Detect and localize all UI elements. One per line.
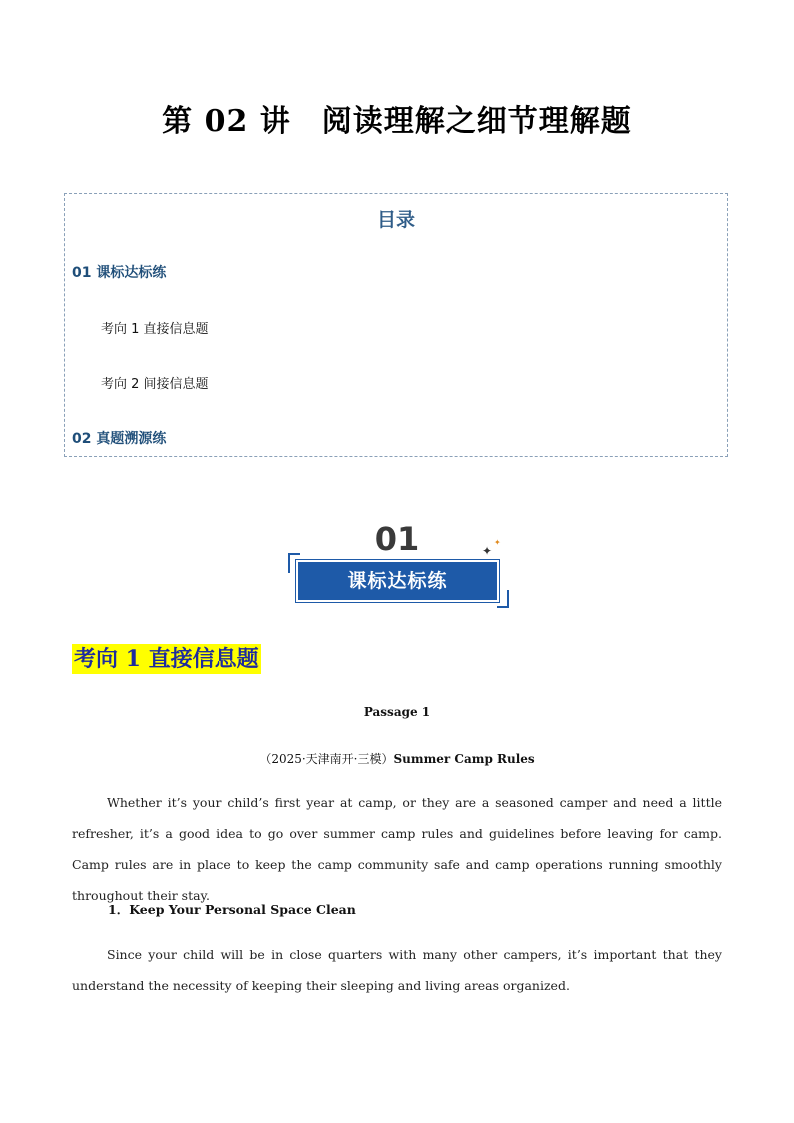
passage-source-prefix: （2025·天津南开·三模） xyxy=(259,752,394,766)
section-badge-label: 课标达标练 xyxy=(347,570,448,592)
paragraph-1: Whether it’s your child’s first year at camp, or they are a seasoned camper and need a little refresher, it’s a good idea to go over summer camp rules and guidelines before leaving for camp. Camp rules are in place to keep the camp community safe and camp operations running smoothly throughout their stay. xyxy=(72,795,722,903)
toc-subsection-2[interactable]: 考向 2 间接信息题 xyxy=(101,377,209,392)
rule-1-heading: 1．Keep Your Personal Space Clean xyxy=(108,902,356,917)
sparkle-small-icon: ✦ xyxy=(494,538,501,547)
passage-title: Summer Camp Rules xyxy=(393,752,535,766)
toc-subsection-1[interactable]: 考向 1 直接信息题 xyxy=(101,322,209,337)
paragraph-2: Since your child will be in close quarters with many other campers, it’s important that they understand the necessity of keeping their sleeping and living areas organized. xyxy=(72,947,722,993)
sparkle-icon: ✦ xyxy=(482,544,493,558)
toc-section-1[interactable]: 01 课标达标练 xyxy=(72,265,167,281)
toc-heading: 目录 xyxy=(376,209,415,231)
section-number: 01 xyxy=(374,520,420,558)
passage-source xyxy=(0,750,794,767)
section-badge xyxy=(296,560,499,602)
page-title: 第 02 讲 阅读理解之细节理解题 xyxy=(162,104,632,139)
topic-heading: 考向 1 直接信息题 xyxy=(74,646,259,672)
toc-section-2[interactable]: 02 真题溯源练 xyxy=(72,431,167,447)
table-of-contents xyxy=(64,193,728,457)
passage-label: Passage 1 xyxy=(363,705,431,719)
